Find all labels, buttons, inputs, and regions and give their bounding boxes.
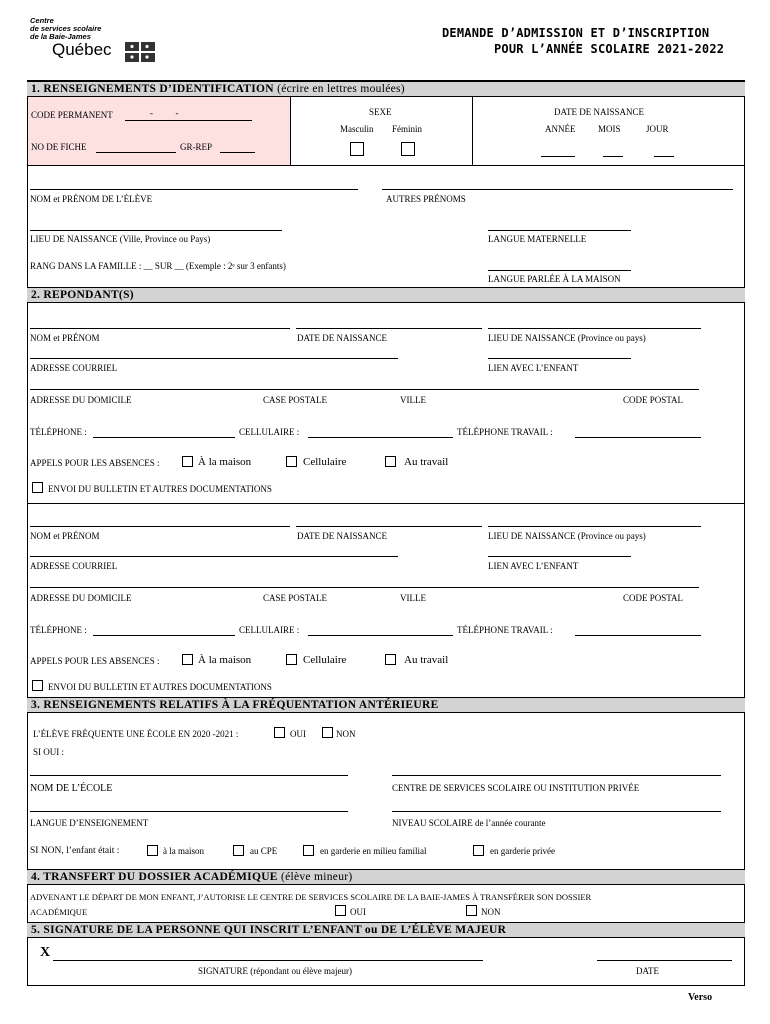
r1-cellulaire-field[interactable]: [308, 437, 453, 438]
r2-cellulaire-field[interactable]: [308, 635, 453, 636]
r1-ville-label: VILLE: [400, 395, 426, 405]
r2-envoi-label: ENVOI DU BULLETIN ET AUTRES DOCUMENTATIONS: [48, 682, 272, 692]
r1-travail-label: Au travail: [404, 456, 449, 468]
langue-maternelle-label: LANGUE MATERNELLE: [488, 234, 587, 244]
langue-maison-label: LANGUE PARLÉE À LA MAISON: [488, 274, 621, 284]
r2-telephone-field[interactable]: [93, 635, 235, 636]
r2-ville-label: VILLE: [400, 593, 426, 603]
jour-field[interactable]: [654, 156, 674, 157]
annee-label: ANNÉE: [545, 124, 576, 134]
transfert-non-checkbox[interactable]: [466, 905, 477, 916]
form-title-line2: POUR L’ANNÉE SCOLAIRE 2021-2022: [494, 42, 725, 56]
cpe-checkbox[interactable]: [233, 845, 244, 856]
code-permanent-label: CODE PERMANENT: [31, 110, 113, 120]
feminin-checkbox[interactable]: [401, 142, 415, 156]
logo-line2: de services scolaire: [30, 24, 102, 33]
transfert-non-label: NON: [481, 907, 501, 917]
fleur-de-lis-flag-icon: [125, 42, 155, 62]
garderie-privee-checkbox[interactable]: [473, 845, 484, 856]
mois-field[interactable]: [603, 156, 623, 157]
transfert-oui-label: OUI: [350, 907, 366, 917]
r1-telephone-field[interactable]: [93, 437, 235, 438]
masculin-label: Masculin: [340, 124, 374, 134]
nom-eleve-label: NOM et PRÉNOM DE L’ÉLÈVE: [30, 194, 153, 204]
r2-nom-label: NOM et PRÉNOM: [30, 531, 100, 541]
transfert-text-1: ADVENANT LE DÉPART DE MON ENFANT, J’AUTORISE LE CENTRE DE SERVICES SCOLAIRE DE LA BAIE-JAMES À TRANSFÉRER SON DOSSIER: [30, 892, 592, 902]
maison-label: à la maison: [163, 846, 204, 856]
r2-courriel-label: ADRESSE COURRIEL: [30, 561, 118, 571]
r1-cellulaire-option: Cellulaire: [303, 456, 347, 468]
niveau-scolaire-label: NIVEAU SCOLAIRE de l’année courante: [392, 818, 546, 828]
r2-envoi-checkbox[interactable]: [32, 680, 43, 691]
logo-line1: Centre: [30, 16, 54, 25]
transfert-oui-checkbox[interactable]: [335, 905, 346, 916]
r1-lien-label: LIEN AVEC L’ENFANT: [488, 363, 579, 373]
si-oui-label: SI OUI :: [33, 747, 64, 757]
r1-code-postal-label: CODE POSTAL: [623, 395, 684, 405]
autres-prenoms-field[interactable]: [382, 189, 733, 190]
r2-case-postale-label: CASE POSTALE: [263, 593, 328, 603]
r2-cellulaire-label: CELLULAIRE :: [239, 625, 300, 635]
r1-maison-checkbox[interactable]: [182, 456, 193, 467]
garderie-privee-label: en garderie privée: [490, 846, 555, 856]
masculin-checkbox[interactable]: [350, 142, 364, 156]
r1-tel-travail-field[interactable]: [575, 437, 701, 438]
gr-rep-label: GR-REP: [180, 142, 213, 152]
verso-label: Verso: [688, 992, 713, 1003]
section-3-header: 3. RENSEIGNEMENTS RELATIFS À LA FRÉQUENTATION ANTÉRIEURE: [27, 697, 745, 713]
logo-quebec: Québec: [52, 40, 112, 59]
frequente-oui-checkbox[interactable]: [274, 727, 285, 738]
frequente-non-label: NON: [336, 729, 356, 739]
date-field[interactable]: [597, 960, 732, 961]
annee-field[interactable]: [541, 156, 575, 157]
r2-tel-travail-label: TÉLÉPHONE TRAVAIL :: [457, 625, 553, 635]
transfert-text-2: ACADÉMIQUE: [30, 907, 88, 917]
r1-travail-checkbox[interactable]: [385, 456, 396, 467]
signature-x: X: [40, 945, 51, 960]
r1-envoi-checkbox[interactable]: [32, 482, 43, 493]
nom-ecole-label: NOM DE L’ÉCOLE: [30, 783, 113, 794]
centre-label: CENTRE DE SERVICES SCOLAIRE OU INSTITUTION PRIVÉE: [392, 783, 640, 793]
r1-maison-label: À la maison: [198, 456, 252, 468]
r2-date-naissance-label: DATE DE NAISSANCE: [297, 531, 387, 541]
r2-lien-label: LIEN AVEC L’ENFANT: [488, 561, 579, 571]
r2-telephone-label: TÉLÉPHONE :: [30, 625, 87, 635]
nom-eleve-field[interactable]: [30, 189, 358, 190]
sexe-label: SEXE: [369, 107, 392, 117]
section-4-header: 4. TRANSFERT DU DOSSIER ACADÉMIQUE (élève mineur): [27, 869, 745, 885]
r2-maison-label: À la maison: [198, 654, 252, 666]
r2-domicile-label: ADRESSE DU DOMICILE: [30, 593, 132, 603]
gr-rep-field[interactable]: [220, 152, 255, 153]
langue-maison-field[interactable]: [488, 270, 631, 271]
langue-enseignement-field[interactable]: [30, 811, 348, 812]
r2-appels-label: APPELS POUR LES ABSENCES :: [30, 656, 160, 666]
r2-cellulaire-option: Cellulaire: [303, 654, 347, 666]
frequente-label: L’ÉLÈVE FRÉQUENTE UNE ÉCOLE EN 2020 -2021 :: [33, 729, 239, 739]
form-title-line1: DEMANDE D’ADMISSION ET D’INSCRIPTION: [442, 26, 710, 40]
code-permanent-field[interactable]: [125, 120, 252, 121]
lieu-naissance-field[interactable]: [30, 230, 282, 231]
r2-lieu-naissance-label: LIEU DE NAISSANCE (Province ou pays): [488, 531, 646, 541]
niveau-scolaire-field[interactable]: [392, 811, 721, 812]
r1-domicile-label: ADRESSE DU DOMICILE: [30, 395, 132, 405]
r1-lieu-naissance-label: LIEU DE NAISSANCE (Province ou pays): [488, 333, 646, 343]
autres-prenoms-label: AUTRES PRÉNOMS: [386, 194, 466, 204]
langue-maternelle-field[interactable]: [488, 230, 631, 231]
signature-label: SIGNATURE (répondant ou élève majeur): [198, 966, 352, 976]
garderie-familiale-checkbox[interactable]: [303, 845, 314, 856]
lieu-naissance-label: LIEU DE NAISSANCE (Ville, Province ou Pays): [30, 234, 211, 244]
feminin-label: Féminin: [392, 124, 423, 134]
garderie-familiale-label: en garderie en milieu familial: [320, 846, 427, 856]
mois-label: MOIS: [598, 124, 621, 134]
frequente-oui-label: OUI: [290, 729, 306, 739]
code-permanent-dashes: - -: [150, 108, 179, 118]
rang-famille-label: RANG DANS LA FAMILLE : __ SUR __ (Exemple : 2ᵉ sur 3 enfants): [30, 261, 286, 271]
r1-appels-label: APPELS POUR LES ABSENCES :: [30, 458, 160, 468]
no-fiche-label: NO DE FICHE: [31, 142, 87, 152]
r2-maison-checkbox[interactable]: [182, 654, 193, 665]
section-2-header: 2. REPONDANT(S): [27, 287, 745, 303]
r1-case-postale-label: CASE POSTALE: [263, 395, 328, 405]
langue-enseignement-label: LANGUE D’ENSEIGNEMENT: [30, 818, 149, 828]
r1-cellulaire-checkbox[interactable]: [286, 456, 297, 467]
r1-cellulaire-label: CELLULAIRE :: [239, 427, 300, 437]
maison-checkbox[interactable]: [147, 845, 158, 856]
r1-tel-travail-label: TÉLÉPHONE TRAVAIL :: [457, 427, 553, 437]
cpe-label: au CPE: [250, 846, 278, 856]
logo-line3: de la Baie-James: [30, 32, 91, 41]
jour-label: JOUR: [646, 124, 669, 134]
nom-ecole-field[interactable]: [30, 775, 348, 776]
si-non-label: SI NON, l’enfant était :: [30, 846, 120, 856]
r1-courriel-label: ADRESSE COURRIEL: [30, 363, 118, 373]
r2-travail-label: Au travail: [404, 654, 449, 666]
r2-code-postal-label: CODE POSTAL: [623, 593, 684, 603]
r1-date-naissance-label: DATE DE NAISSANCE: [297, 333, 387, 343]
frequente-non-checkbox[interactable]: [322, 727, 333, 738]
r2-tel-travail-field[interactable]: [575, 635, 701, 636]
date-naissance-label: DATE DE NAISSANCE: [554, 107, 644, 117]
section-5-header: 5. SIGNATURE DE LA PERSONNE QUI INSCRIT L’ENFANT ou DE L’ÉLÈVE MAJEUR: [27, 922, 745, 938]
no-fiche-field[interactable]: [96, 152, 176, 153]
date-label: DATE: [636, 966, 659, 976]
section-1-header: 1. RENSEIGNEMENTS D’IDENTIFICATION (écrire en lettres moulées): [27, 81, 745, 97]
r1-nom-label: NOM et PRÉNOM: [30, 333, 100, 343]
signature-field[interactable]: [53, 960, 483, 961]
centre-field[interactable]: [392, 775, 721, 776]
r1-telephone-label: TÉLÉPHONE :: [30, 427, 87, 437]
r1-envoi-label: ENVOI DU BULLETIN ET AUTRES DOCUMENTATIONS: [48, 484, 272, 494]
r2-travail-checkbox[interactable]: [385, 654, 396, 665]
r2-cellulaire-checkbox[interactable]: [286, 654, 297, 665]
